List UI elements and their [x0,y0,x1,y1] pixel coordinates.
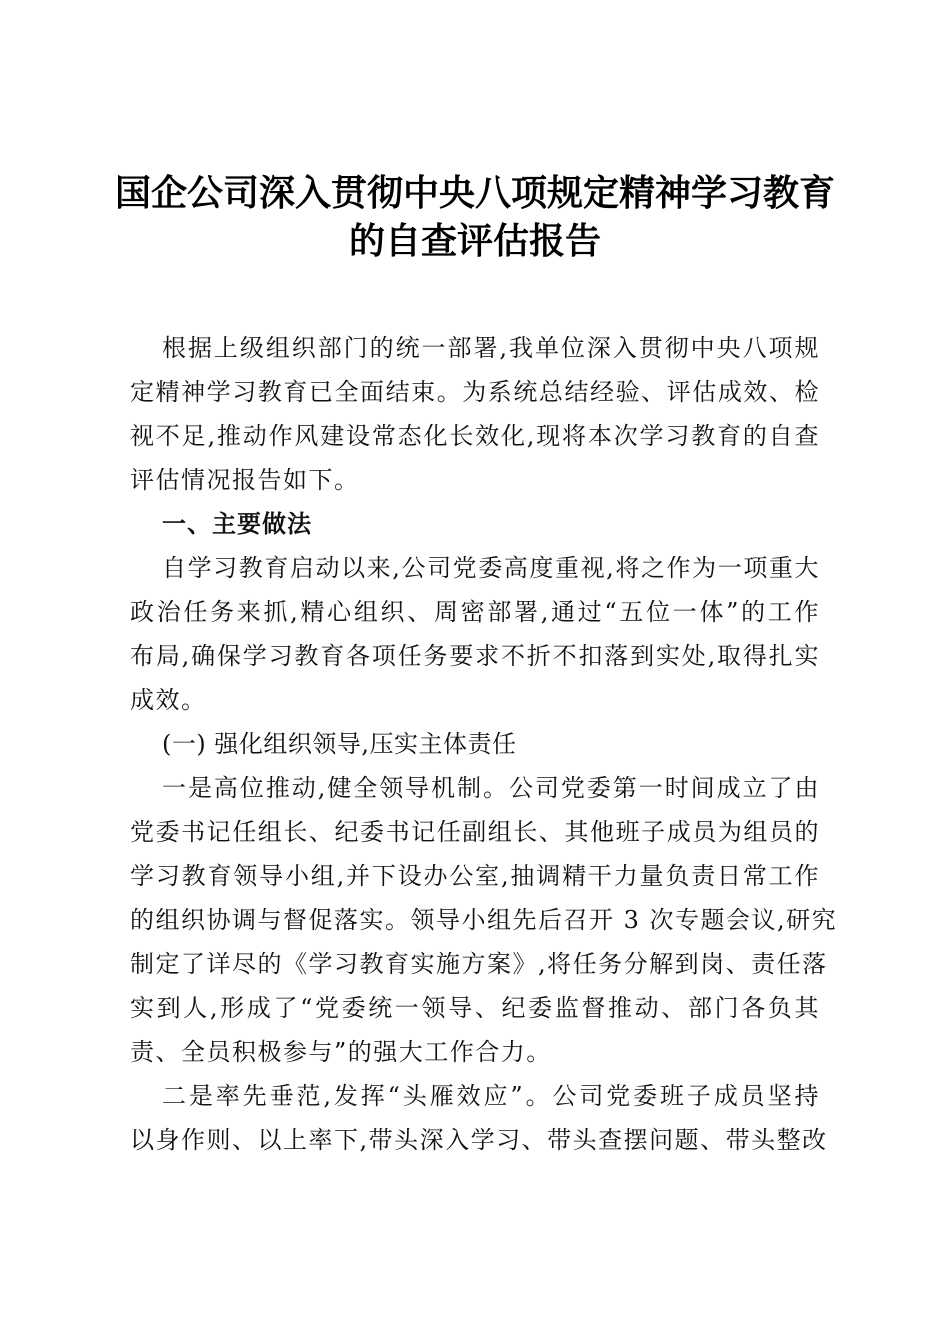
text-line: 布局,确保学习教育各项任务要求不折不扣落到实处,取得扎实 [130,642,820,670]
intro-paragraph [130,326,820,502]
text-line: 评估情况报告如下。 [130,466,360,494]
text-line: 自学习教育启动以来,公司党委高度重视,将之作为一项重大 [162,554,820,582]
title-line-1: 国企公司深入贯彻中央八项规定精神学习教育 [114,173,835,214]
text-line: 制定了详尽的《学习教育实施方案》,将任务分解到岗、责任落 [130,950,828,978]
section-heading-main-practices: 一、主要做法 [162,510,312,538]
text-line: 的组织协调与督促落实。领导小组先后召开 3 次专题会议,研究 [130,906,838,934]
text-line: 视不足,推动作风建设常态化长效化,现将本次学习教育的自查 [130,422,820,450]
text-line: 实到人,形成了“党委统一领导、纪委监督推动、部门各负其 [130,994,820,1022]
text-line: 一是高位推动,健全领导机制。公司党委第一时间成立了由 [162,774,820,802]
text-line: 学习教育领导小组,并下设办公室,抽调精干力量负责日常工作 [130,862,820,890]
subsection-heading-organizational-leadership: (一) 强化组织领导,压实主体责任 [162,730,517,758]
text-line: 责、全员积极参与”的强大工作合力。 [130,1038,552,1066]
text-line: 根据上级组织部门的统一部署,我单位深入贯彻中央八项规 [162,334,820,362]
text-line: 政治任务来抓,精心组织、周密部署,通过“五位一体”的工作 [130,598,820,626]
text-line: 党委书记任组长、纪委书记任副组长、其他班子成员为组员的 [130,818,820,846]
text-line: 二是率先垂范,发挥“头雁效应”。公司党委班子成员坚持 [162,1082,820,1110]
subsection1-paragraph-2 [130,1074,828,1162]
document-body [130,326,838,1162]
text-line: 定精神学习教育已全面结束。为系统总结经验、评估成效、检 [130,378,820,406]
title-line-2: 的自查评估报告 [348,221,601,262]
subsection1-paragraph-1 [130,766,838,1074]
text-line: 以身作则、以上率下,带头深入学习、带头查摆问题、带头整改 [130,1126,828,1154]
section1-intro-paragraph [130,546,820,722]
text-line: 成效。 [130,686,207,714]
document-title [100,170,850,266]
